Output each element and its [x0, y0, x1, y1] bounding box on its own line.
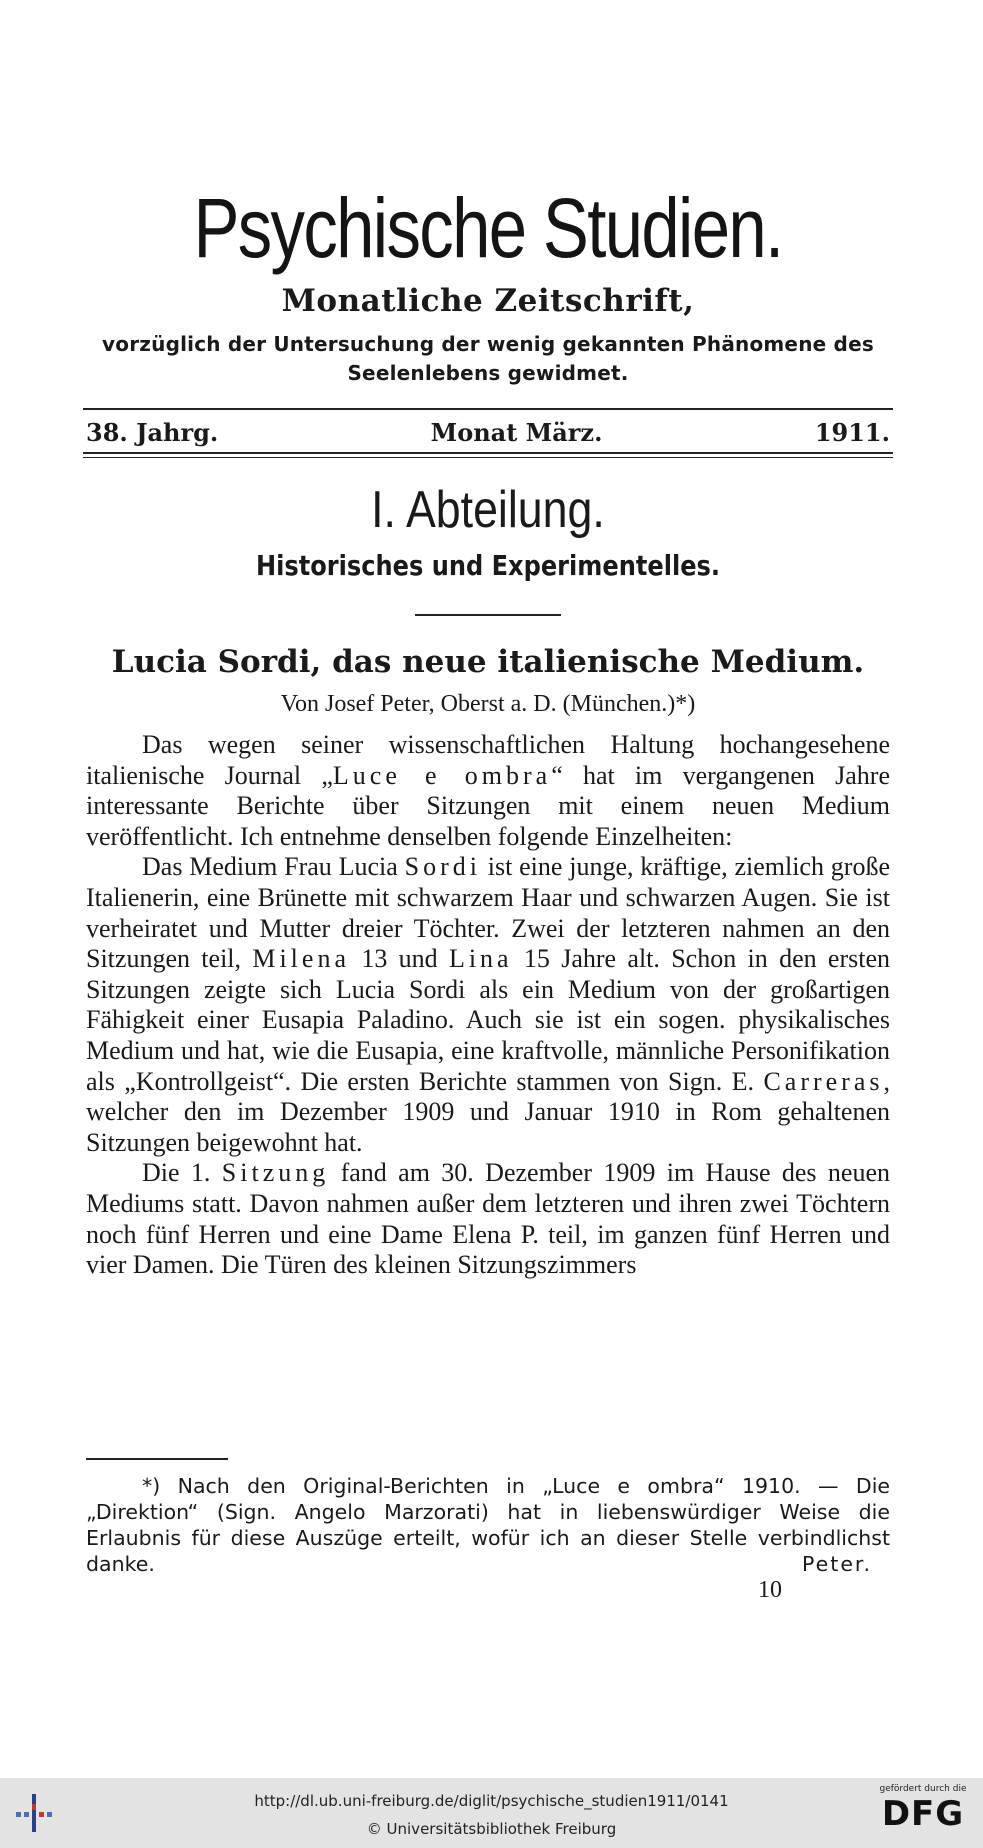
tagline-line-2: Seelenlebens gewidmet.	[347, 361, 629, 385]
copyright-notice: © Universitätsbibliothek Freiburg	[366, 1820, 617, 1838]
footnote-text: *) Nach den Original-Berichten in „Luce e ombra“ 1910. — Die „Direktion“ (Sign. Angelo Marzorati) hat in liebenswürdiger Weise die Erlaubnis für diese Auszüge erteilt, wofür ich an dieser Stelle verbindlichst danke.	[86, 1474, 890, 1576]
masthead-bottom-rule-2	[83, 457, 893, 458]
volume-year: 38. Jahrg.	[86, 417, 219, 447]
dfg-logo	[873, 1784, 973, 1833]
article-title: Lucia Sordi, das neue italienische Medium.	[111, 644, 865, 680]
journal-subtitle: Monatliche Zeitschrift,	[281, 283, 695, 319]
document-url[interactable]: http://dl.ub.uni-freiburg.de/diglit/psychische_studien1911/0141	[254, 1792, 729, 1810]
footnote-rule	[86, 1458, 228, 1460]
footnote-signature: Peter.	[802, 1552, 872, 1576]
masthead-bottom-rule-1	[83, 452, 893, 454]
dfg-wordmark: DFG	[881, 1794, 965, 1834]
dfg-funding-label: gefördert durch die	[879, 1784, 967, 1794]
section-subtitle: Historisches und Experimentelles.	[255, 549, 721, 582]
masthead-line	[86, 412, 890, 452]
section-title: I. Abteilung.	[371, 481, 605, 539]
issue-month: Monat März.	[430, 417, 603, 447]
tagline-line-1: vorzüglich der Untersuchung der wenig gekannten Phänomene des	[102, 332, 874, 356]
article-byline: Von Josef Peter, Oberst a. D. (München.)*)	[280, 691, 696, 717]
paragraph-3: Die 1. Sitzung fand am 30. Dezember 1909 im Hause des neuen Mediums statt. Davon nahmen außer dem letzteren und ihren zwei Töchtern noch fünf Herren und eine Dame Elena P. teil, im ganzen fünf Herren und vier Damen. Die Türen des kleinen Sitzungszimmers	[86, 1158, 890, 1280]
paragraph-1: Das wegen seiner wissenschaftlichen Haltung hochangesehene italienische Journal „Luce e ombra“ hat im vergangenen Jahre interessante Berichte über Sitzungen mit einem neuen Medium veröffentlicht. Ich entnehme denselben folgende Einzelheiten:	[86, 730, 890, 851]
issue-year: 1911.	[814, 417, 890, 447]
footnote	[86, 1473, 890, 1577]
viewer-footer-bar	[0, 1778, 983, 1848]
page-number: 10	[758, 1577, 782, 1603]
masthead-top-rule	[83, 408, 893, 410]
paragraph-2: Das Medium Frau Lucia Sordi ist eine junge, kräftige, ziemlich große Italienerin, eine Brünette mit schwarzem Haar und schwarzen Augen. Sie ist verheiratet und Mutter dreier Töchter. Zwei der letzteren nahmen an den Sitzungen teil, Milena 13 und Lina 15 Jahre alt. Schon in den ersten Sitzungen zeigte sich Lucia Sordi als ein Medium von der großartigen Fähigkeit einer Eusapia Paladino. Auch sie ist ein sogen. physikalisches Medium und hat, wie die Eusapia, eine kraftvolle, männliche Personifikation als „Kontrollgeist“. Die ersten Berichte stammen von Sign. E. Carreras, welcher den im Dezember 1909 und Januar 1910 in Rom gehaltenen Sitzungen beigewohnt hat.	[86, 852, 891, 1157]
article-body	[86, 730, 890, 1281]
journal-title: Psychische Studien.	[193, 181, 783, 275]
section-divider	[415, 614, 561, 616]
journal-tagline	[86, 330, 890, 388]
